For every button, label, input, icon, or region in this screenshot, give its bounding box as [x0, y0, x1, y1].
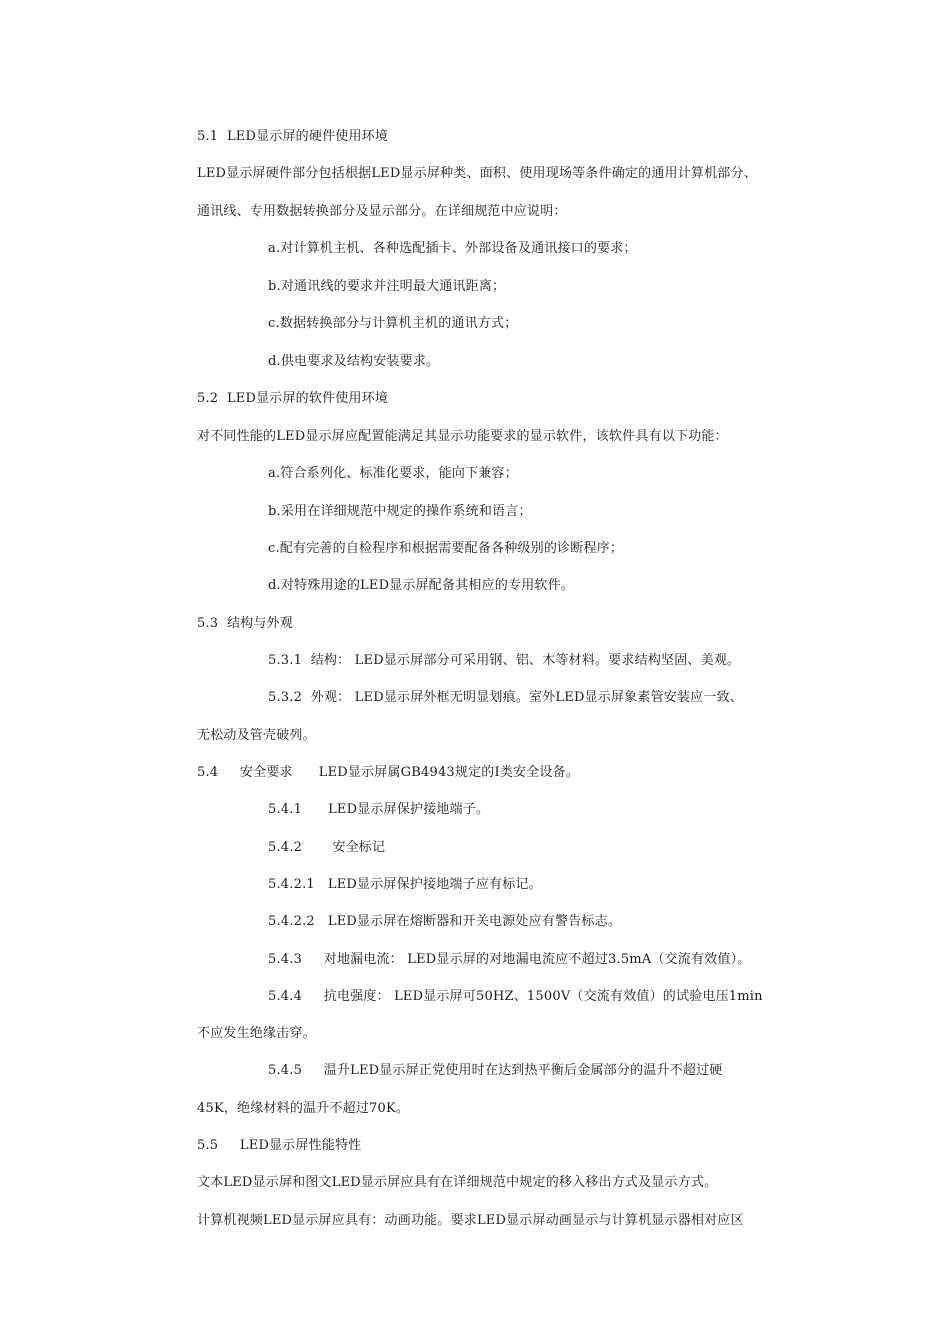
- list-item: b.对通讯线的要求并注明最大通讯距离；: [268, 279, 506, 294]
- paragraph-line: LED显示屏硬件部分包括根据LED显示屏种类、面积、使用现场等条件确定的通用计算机部分、: [197, 166, 757, 181]
- list-item: b.采用在详细规范中规定的操作系统和语言；: [268, 504, 532, 519]
- list-item: d.对特殊用途的LED显示屏配备其相应的专用软件。: [268, 578, 574, 593]
- section-heading-5-4: 5.4 安全要求 LED显示屏属GB4943规定的I类安全设备。: [197, 765, 580, 780]
- subsection-5-4-3: 5.4.3 对地漏电流： LED显示屏的对地漏电流应不超过3.5mA（交流有效值）。: [268, 952, 751, 967]
- list-item: c.数据转换部分与计算机主机的通讯方式；: [268, 316, 518, 331]
- list-item: c.配有完善的自检程序和根据需要配备各种级别的诊断程序；: [268, 541, 624, 556]
- paragraph-line: 通讯线、专用数据转换部分及显示部分。在详细规范中应说明：: [197, 204, 567, 219]
- subsection-5-4-2-1: 5.4.2.1 LED显示屏保护接地端子应有标记。: [268, 877, 542, 892]
- list-item: a.对计算机主机、各种选配插卡、外部设备及通讯接口的要求；: [268, 241, 637, 256]
- section-heading-5-1: 5.1 LED显示屏的硬件使用环境: [197, 129, 389, 144]
- paragraph-line: 对不同性能的LED显示屏应配置能满足其显示功能要求的显示软件，该软件具有以下功能：: [197, 429, 728, 444]
- subsection-5-4-2: 5.4.2 安全标记: [268, 840, 386, 855]
- subsection-5-3-2: 5.3.2 外观： LED显示屏外框无明显划痕。室外LED显示屏象素管安装应一致、: [268, 690, 743, 705]
- subsection-5-4-2-2: 5.4.2.2 LED显示屏在熔断器和开关电源处应有警告标志。: [268, 914, 622, 929]
- paragraph-line: 计算机视频LED显示屏应具有：动画功能。要求LED显示屏动画显示与计算机显示器相对应区: [197, 1213, 744, 1228]
- section-heading-5-2: 5.2 LED显示屏的软件使用环境: [197, 391, 389, 406]
- list-item: d.供电要求及结构安装要求。: [268, 354, 440, 369]
- paragraph-line: 文本LED显示屏和图文LED显示屏应具有在详细规范中规定的移入移出方式及显示方式。: [197, 1175, 718, 1190]
- subsection-5-4-5: 5.4.5 温升LED显示屏正党使用时在达到热平衡后金属部分的温升不超过硬: [268, 1063, 723, 1078]
- list-item: a.符合系列化、标准化要求，能向下兼容；: [268, 466, 518, 481]
- paragraph-line: 45K，绝缘材料的温升不超过70K。: [197, 1101, 410, 1116]
- section-heading-5-3: 5.3 结构与外观: [197, 616, 293, 631]
- paragraph-line: 不应发生绝缘击穿。: [197, 1026, 316, 1041]
- subsection-5-4-1: 5.4.1 LED显示屏保护接地端子。: [268, 802, 490, 817]
- subsection-5-4-4: 5.4.4 抗电强度： LED显示屏可50HZ、1500V（交流有效值）的试验电压1min: [268, 989, 763, 1004]
- paragraph-line: 无松动及管壳破列。: [197, 728, 316, 743]
- subsection-5-3-1: 5.3.1 结构： LED显示屏部分可采用钢、铝、木等材料。要求结构坚固、美观。: [268, 653, 741, 668]
- section-heading-5-5: 5.5 LED显示屏性能特性: [197, 1138, 362, 1153]
